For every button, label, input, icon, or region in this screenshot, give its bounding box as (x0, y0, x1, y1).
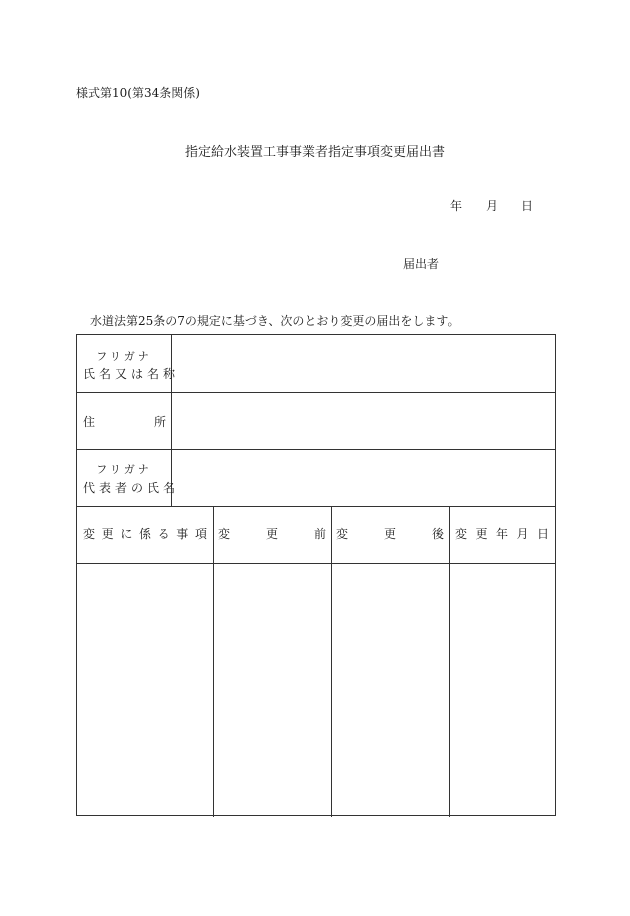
row-divider (77, 563, 555, 564)
row3-kana: フリガナ (96, 463, 152, 476)
column-header-change-item: 変 更 に 係 る 事 項 (83, 527, 207, 541)
applicant-label: 届出者 (403, 257, 440, 271)
row1-label: 氏名又は名称 (83, 367, 180, 381)
row3-label: 代表者の氏名 (83, 481, 180, 495)
row2-label-right: 所 (154, 415, 167, 429)
column-divider (213, 506, 214, 817)
column-header-before: 変 更 前 (218, 527, 326, 541)
document-title: 指定給水装置工事事業者指定事項変更届出書 (184, 145, 445, 160)
form-table (76, 334, 556, 816)
intro-text: 水道法第25条の7の規定に基づき、次のとおり変更の届出をします。 (90, 314, 460, 328)
date-month-label: 月 (486, 199, 499, 213)
date-day-label: 日 (521, 199, 534, 213)
row2-label-left: 住 (83, 415, 96, 429)
column-header-after: 変 更 後 (336, 527, 444, 541)
row-divider (77, 449, 555, 450)
row-divider (77, 392, 555, 393)
column-divider (331, 506, 332, 817)
date-year-label: 年 (450, 199, 463, 213)
row-divider (77, 506, 555, 507)
row1-kana: フリガナ (96, 350, 152, 363)
column-divider (449, 506, 450, 817)
column-header-change-date: 変 更 年 月 日 (455, 527, 549, 541)
form-number: 様式第10(第34条関係) (76, 86, 200, 100)
